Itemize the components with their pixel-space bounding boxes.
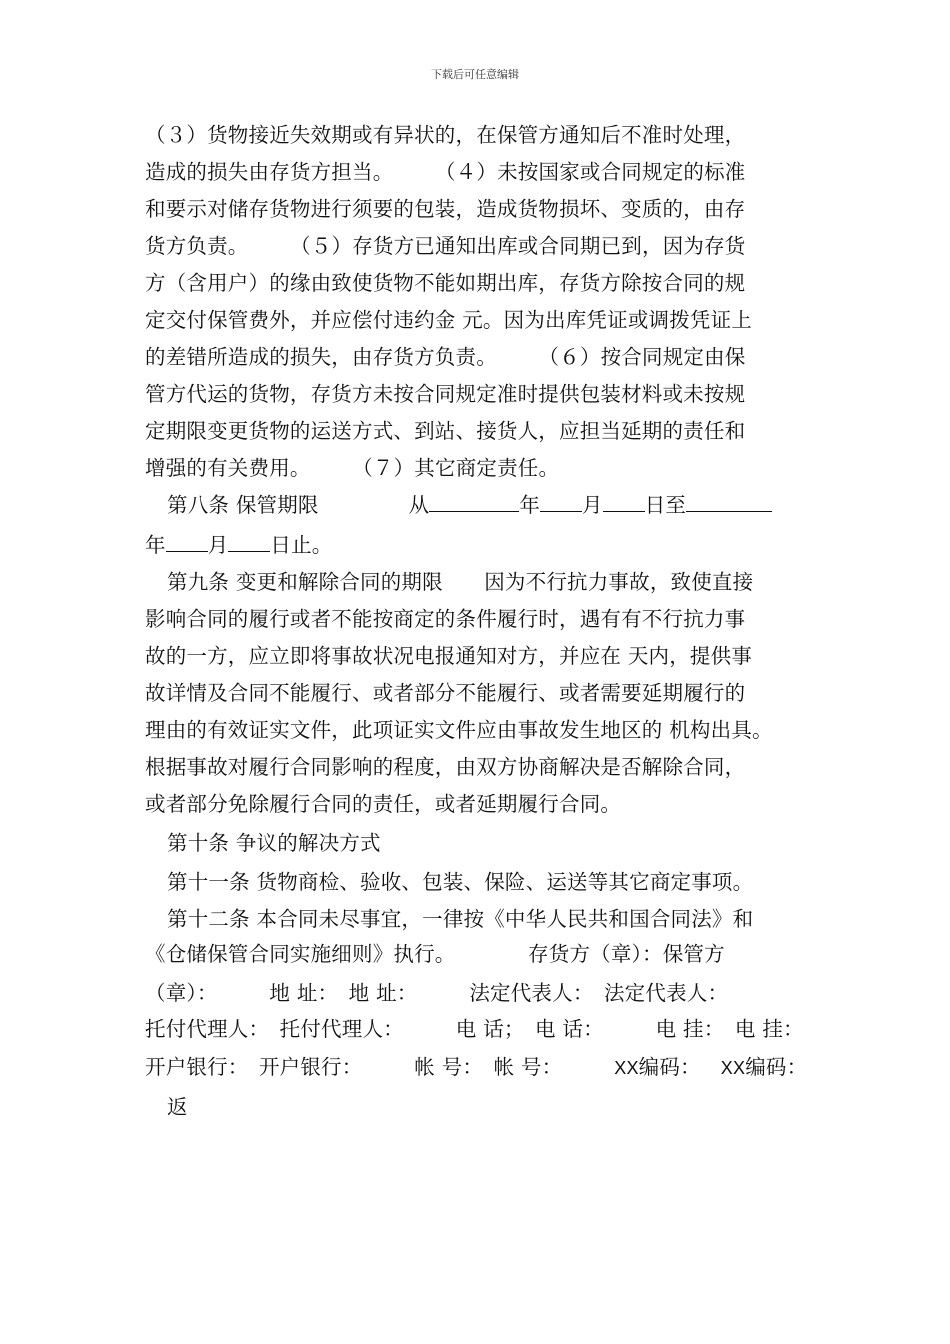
body-line: 造成的损失由存货方担当。 （４）未按国家或合同规定的标准 [145,160,746,184]
article8-line [167,492,772,518]
code-label: 编码： [745,1055,808,1079]
article9-line: 理由的有效证实文件，此项证实文件应由事故发生地区的 机构出具。 [145,718,773,742]
from-label: 从 [408,493,430,517]
year-label: 年 [519,493,541,517]
last-line: 返 [167,1095,188,1119]
article9-line: 故的一方，应立即将事故状况电报通知对方，并应在 天内，提供事 [145,644,753,668]
xx-text: XX [614,1058,639,1078]
blank-field [228,533,270,552]
body-line: 管方代运的货物，存货方未按合同规定准时提供包装材料或未按规 [145,382,746,406]
article11-line: 第十一条 货物商检、验收、包装、保险、运送等其它商定事项。 [167,870,754,894]
bank-line [145,1054,807,1081]
year-label: 年 [145,533,166,557]
xx-text: XX [720,1058,746,1078]
article9-line: 影响合同的履行或者不能按商定的条件履行时，遇有有不行抗力事 [145,607,746,631]
article9-line: 故详情及合同不能履行、或者部分不能履行、或者需要延期履行的 [145,681,746,705]
article8-line2 [145,532,333,558]
body-line: 定交付保管费外，并应偿付违约金 元。因为出库凭证或调拨凭证上 [145,308,753,332]
article9-line: 根据事故对履行合同影响的程度，由双方协商解决是否解除合同， [145,755,746,779]
blank-field [540,493,582,512]
body-line: 货方负责。 （５）存货方已通知出库或合同期已到，因为存货 [145,234,746,258]
article8-label: 第八条 保管期限 [167,493,319,517]
blank-field [686,493,772,512]
month-label: 月 [582,493,603,517]
body-line: 定期限变更货物的运送方式、到站、接货人，应担当延期的责任和 [145,419,746,443]
article12-line: 《仓储保管合同实施细则》执行。 存货方（章）：保管方 [145,942,725,966]
month-label: 月 [207,533,229,557]
body-line: 方（含用户）的缘由致使货物不能如期出库，存货方除按合同的规 [145,271,746,295]
day-to-label: 日至 [644,493,687,517]
article9-line: 或者部分免除履行合同的责任，或者延期履行合同。 [145,792,622,816]
signature-line: （章）： 地 址： 地 址： 法定代表人： 法定代表人： [145,981,729,1005]
article12-line: 第十二条 本合同未尽事宜，一律按《中华人民共和国合同法》和 [167,907,754,931]
body-line: 的差错所造成的损失，由存货方负责。 （６）按合同规定由保 [145,345,746,369]
blank-field [603,493,645,512]
blank-field [166,533,208,552]
body-line: 和要示对储存货物进行须要的包装，造成货物损坏、变质的，由存 [145,197,746,221]
article9-line: 第九条 变更和解除合同的期限 因为不行抗力事故，致使直接 [167,570,754,594]
body-line: （３）货物接近失效期或有异状的，在保管方通知后不准时处理， [145,123,746,147]
article10-line: 第十条 争议的解决方式 [167,831,381,855]
blank-field [429,493,519,512]
day-end-label: 日止。 [270,533,333,557]
page-header: 下载后可任意编辑 [431,68,519,81]
bank-text: 开户银行： 开户银行： 帐 号： 帐 号： [145,1055,615,1079]
body-line: 增强的有关费用。 （７）其它商定责任。 [145,456,560,480]
code-label: 编码： [638,1055,701,1079]
signature-line: 托付代理人： 托付代理人： 电 话； 电 话： 电 挂： 电 挂： [145,1017,804,1041]
